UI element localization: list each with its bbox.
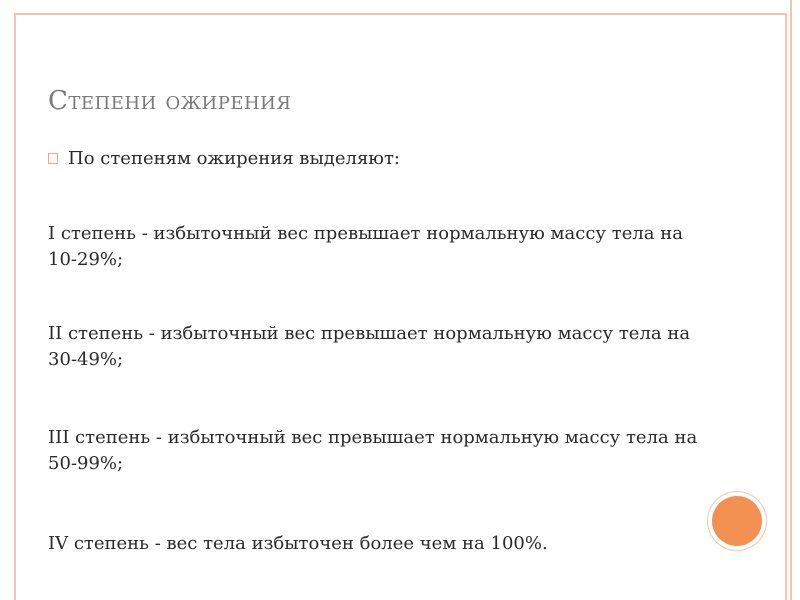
hollow-square-bullet-icon — [48, 153, 58, 164]
slide-border-right-outer — [790, 0, 792, 600]
orange-circle-icon — [712, 496, 762, 546]
slide-border-top — [14, 13, 787, 15]
paragraph-degree-3: III степень - избыточный вес превышает нормальную массу тела на 50-99%; — [48, 427, 698, 474]
paragraph-degree-4: IV степень - вес тела избыточен более чем на 100%. — [48, 533, 548, 554]
slide-title: Степени ожирения — [48, 86, 292, 116]
slide-border-left — [14, 13, 16, 600]
bullet-item — [48, 148, 400, 169]
paragraph-degree-1: I степень - избыточный вес превышает нормальную массу тела на 10-29%; — [48, 223, 683, 270]
paragraph-degree-2: II степень - избыточный вес превышает нормальную массу тела на 30-49%; — [48, 323, 691, 370]
bullet-text: По степеням ожирения выделяют: — [68, 148, 400, 169]
slide-border-right-inner — [785, 13, 787, 600]
